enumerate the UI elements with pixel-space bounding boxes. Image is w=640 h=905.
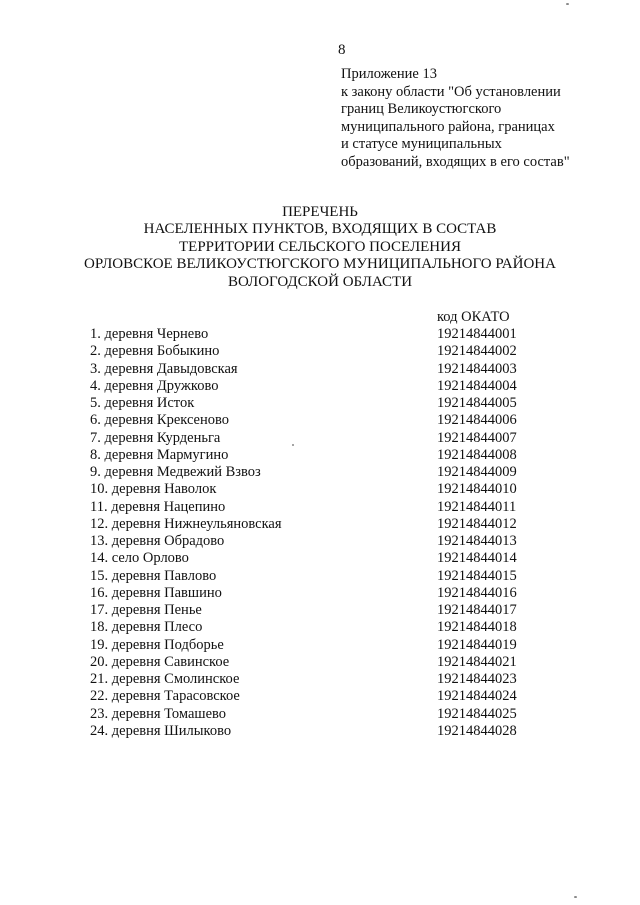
scan-speck bbox=[292, 444, 294, 446]
settlement-name: 24. деревня Шилыково bbox=[90, 722, 232, 739]
okato-code: 19214844004 bbox=[437, 377, 517, 394]
settlement-name: 15. деревня Павлово bbox=[90, 567, 217, 584]
settlement-row bbox=[90, 706, 530, 723]
settlement-name: 22. деревня Тарасовское bbox=[90, 688, 240, 705]
okato-code: 19214844012 bbox=[437, 515, 517, 532]
settlement-row bbox=[90, 637, 530, 654]
appendix-line: к закону области "Об установлении bbox=[341, 83, 561, 100]
settlement-row bbox=[90, 481, 530, 498]
heading-line: НАСЕЛЕННЫХ ПУНКТОВ, ВХОДЯЩИХ В СОСТАВ bbox=[143, 221, 497, 238]
okato-code: 19214844021 bbox=[437, 653, 517, 670]
settlement-row bbox=[90, 585, 530, 602]
settlement-name: 1. деревня Чернево bbox=[90, 326, 209, 342]
heading-line: ВОЛОГОДСКОЙ ОБЛАСТИ bbox=[227, 273, 413, 290]
okato-code: 19214844006 bbox=[437, 412, 517, 429]
settlement-row bbox=[90, 395, 530, 412]
settlement-row bbox=[90, 430, 530, 447]
heading-line: ТЕРРИТОРИИ СЕЛЬСКОГО ПОСЕЛЕНИЯ bbox=[179, 238, 461, 255]
settlement-row bbox=[90, 533, 530, 550]
okato-code: 19214844028 bbox=[437, 722, 517, 739]
appendix-line: образований, входящих в его состав" bbox=[341, 153, 570, 170]
okato-code: 19214844003 bbox=[437, 360, 517, 377]
okato-code: 19214844013 bbox=[437, 533, 517, 549]
settlement-name: 2. деревня Бобыкино bbox=[90, 343, 220, 360]
settlement-name: 4. деревня Дружково bbox=[90, 377, 219, 394]
settlement-row bbox=[90, 568, 530, 585]
settlement-name: 7. деревня Курденьга bbox=[90, 429, 221, 446]
settlement-name: 13. деревня Обрадово bbox=[90, 533, 225, 549]
okato-code: 19214844002 bbox=[437, 343, 517, 360]
settlement-name: 8. деревня Мармугино bbox=[90, 446, 229, 463]
heading-line: ПЕРЕЧЕНЬ bbox=[282, 204, 358, 220]
okato-code: 19214844018 bbox=[437, 619, 517, 636]
settlement-row bbox=[90, 602, 530, 619]
settlement-row bbox=[90, 723, 530, 740]
settlement-row bbox=[90, 619, 530, 636]
settlement-name: 23. деревня Томашево bbox=[90, 705, 227, 722]
settlement-row bbox=[90, 550, 530, 567]
settlement-name: 10. деревня Наволок bbox=[90, 481, 217, 498]
settlement-name: 19. деревня Подборье bbox=[90, 636, 224, 653]
okato-code: 19214844005 bbox=[437, 395, 517, 411]
heading-line: ОРЛОВСКОЕ ВЕЛИКОУСТЮГСКОГО МУНИЦИПАЛЬНОГО РАЙОНА bbox=[84, 256, 556, 273]
settlement-name: 5. деревня Исток bbox=[90, 395, 195, 411]
settlement-row bbox=[90, 671, 530, 688]
page-number: 8 bbox=[338, 42, 346, 58]
settlement-row bbox=[90, 688, 530, 705]
okato-code: 19214844009 bbox=[437, 464, 517, 480]
settlement-name: 6. деревня Крексеново bbox=[90, 412, 229, 429]
document-heading bbox=[0, 204, 640, 291]
appendix-line: и статусе муниципальных bbox=[341, 136, 502, 153]
okato-code: 19214844014 bbox=[437, 550, 517, 567]
okato-code: 19214844024 bbox=[437, 688, 517, 705]
okato-code: 19214844001 bbox=[437, 326, 517, 342]
okato-column-header: код ОКАТО bbox=[437, 309, 510, 325]
settlement-row bbox=[90, 378, 530, 395]
settlement-list bbox=[90, 326, 530, 740]
settlement-row bbox=[90, 361, 530, 378]
scan-speck bbox=[566, 3, 569, 5]
settlement-row bbox=[90, 654, 530, 671]
okato-code: 19214844017 bbox=[437, 602, 517, 618]
settlement-name: 12. деревня Нижнеульяновская bbox=[90, 515, 282, 532]
okato-code: 19214844007 bbox=[437, 429, 517, 446]
settlement-name: 20. деревня Савинское bbox=[90, 653, 230, 670]
settlement-name: 3. деревня Давыдовская bbox=[90, 360, 238, 377]
okato-code: 19214844016 bbox=[437, 584, 517, 601]
settlement-name: 21. деревня Смолинское bbox=[90, 671, 240, 687]
settlement-row bbox=[90, 499, 530, 516]
settlement-row bbox=[90, 412, 530, 429]
appendix-note bbox=[341, 66, 570, 172]
appendix-line: Приложение 13 bbox=[341, 66, 437, 82]
okato-code: 19214844010 bbox=[437, 481, 517, 498]
appendix-line: границ Великоустюгского bbox=[341, 101, 502, 118]
okato-code: 19214844019 bbox=[437, 636, 517, 653]
okato-code: 19214844023 bbox=[437, 671, 517, 687]
scan-speck bbox=[574, 896, 577, 898]
settlement-row bbox=[90, 464, 530, 481]
settlement-row bbox=[90, 326, 530, 343]
okato-code: 19214844008 bbox=[437, 446, 517, 463]
settlement-row bbox=[90, 343, 530, 360]
appendix-line: муниципального района, границах bbox=[341, 118, 555, 135]
settlement-name: 17. деревня Пенье bbox=[90, 602, 202, 618]
settlement-row bbox=[90, 516, 530, 533]
settlement-name: 16. деревня Павшино bbox=[90, 584, 222, 601]
settlement-row bbox=[90, 447, 530, 464]
settlement-name: 9. деревня Медвежий Взвоз bbox=[90, 464, 261, 480]
okato-code: 19214844015 bbox=[437, 567, 517, 584]
okato-code: 19214844025 bbox=[437, 705, 517, 722]
settlement-name: 11. деревня Нацепино bbox=[90, 498, 226, 515]
settlement-name: 14. село Орлово bbox=[90, 550, 189, 567]
settlement-name: 18. деревня Плесо bbox=[90, 619, 203, 636]
okato-code: 19214844011 bbox=[437, 498, 517, 515]
